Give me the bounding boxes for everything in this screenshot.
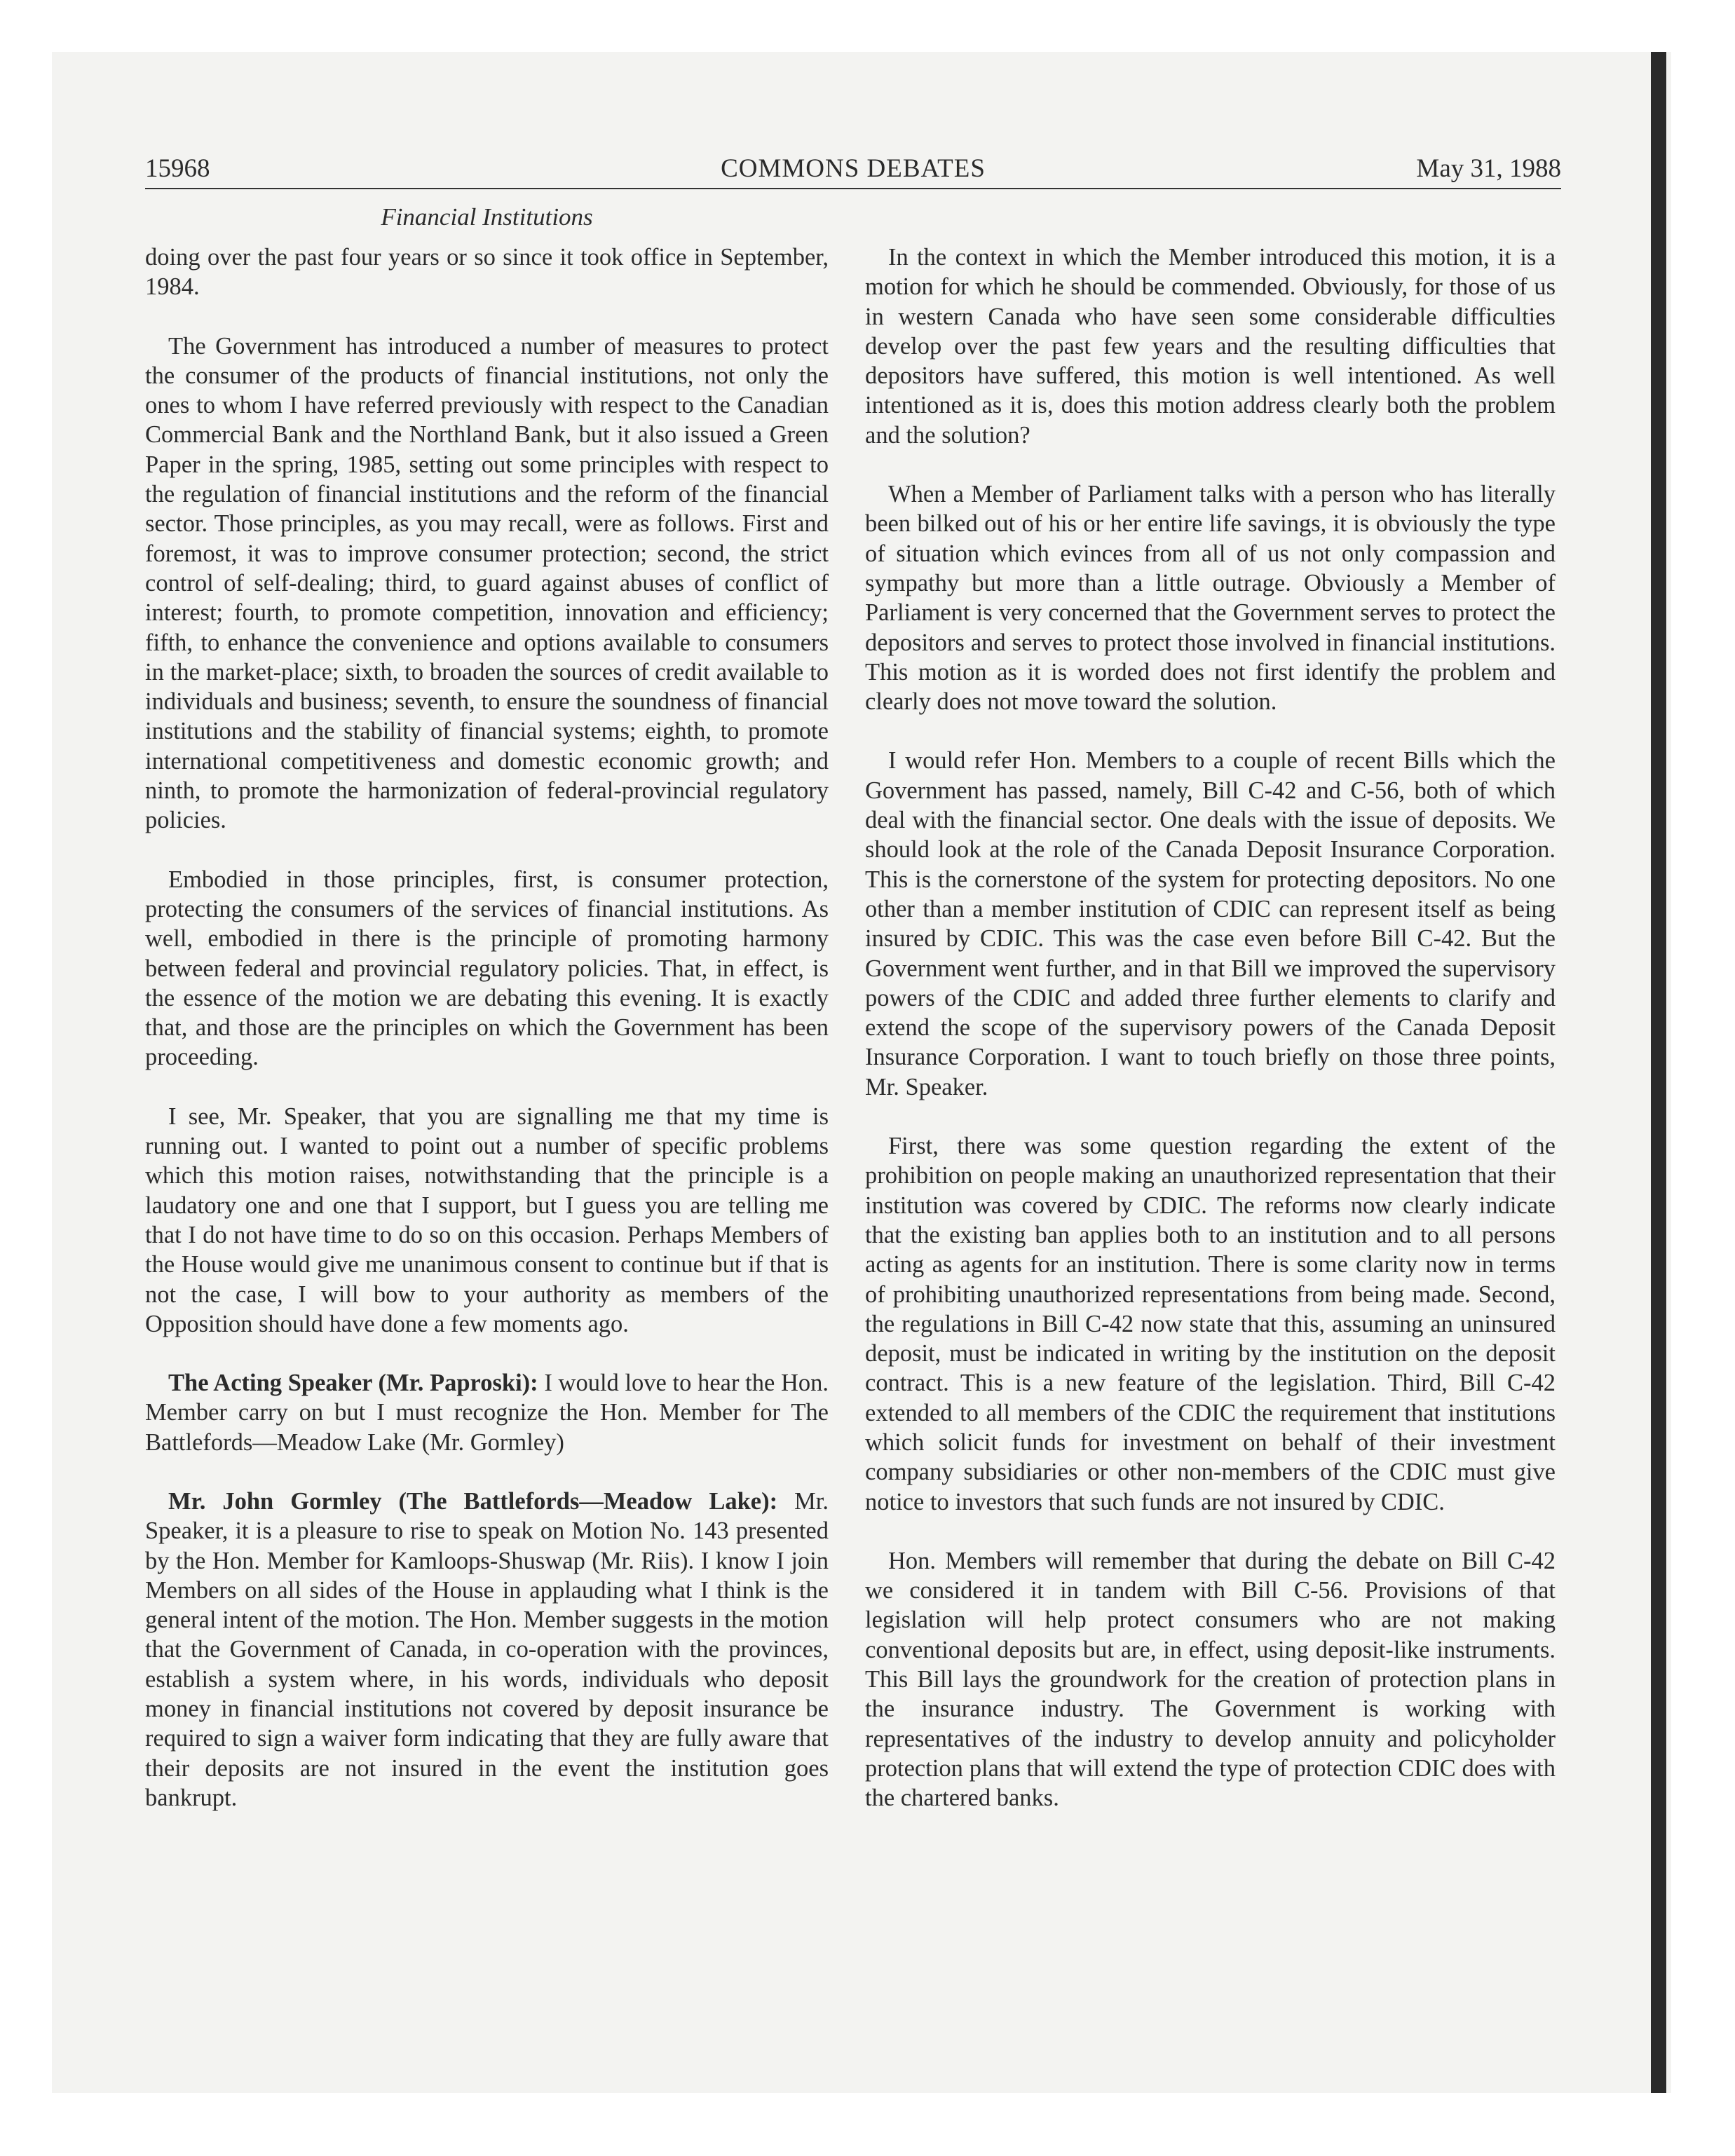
section-heading: Financial Institutions [381, 203, 593, 231]
paragraph: First, there was some question regarding the extent of the prohibition on people making an unauthorized representation that their institution was covered by CDIC. The reforms now clearly indicate that the existing ban applies both to an institution and to all persons acting as agents for an institution. There is some clarity now in terms of prohibiting unauthorized representations from being made. Second, the regulations in Bill C-42 now state that this, assuming an uninsured deposit, must be indicated in writing by the institution on the deposit contract. This is a new feature of the legislation. Third, Bill C-42 extended to all members of the CDIC the requirement that institutions which solicit funds for investment on behalf of their investment company subsidiaries or other non-members of the CDIC must give notice to investors that such funds are not insured by CDIC. [865, 1133, 1556, 1515]
paragraph: When a Member of Parliament talks with a person who has literally been bilked out of his or her entire life savings, it is obviously the type of situation which evinces from all of us not only compassion and sympathy but more than a little outrage. Obviously a Member of Parliament is very concerned that the Government serves to protect the depositors and serves to protect those involved in financial institutions. This motion as it is worded does not first identify the problem and clearly does not move toward the solution. [865, 481, 1556, 716]
speech-paragraph [145, 1487, 829, 1813]
paragraph: doing over the past four years or so since it took office in September, 1984. [145, 244, 829, 301]
page-number: 15968 [145, 154, 210, 183]
speech-text: Mr. Speaker, it is a pleasure to rise to speak on Motion No. 143 presented by the Hon. Member for Kamloops-Shuswap (Mr. Riis). I know I join Members on all sides of the House in applauding what I think is the general intent of the motion. The Hon. Member suggests in the motion that the Government of Canada, in co-operation with the provinces, establish a system where, in his words, individuals who deposit money in financial institutions not covered by deposit insurance be required to sign a waiver form indicating that they are fully aware that their deposits are not insured in the event the institution goes bankrupt. [145, 1487, 829, 1811]
speaker-name: Mr. John Gormley (The Battlefords—Meadow Lake): [168, 1487, 778, 1515]
paragraph: The Government has introduced a number of measures to protect the consumer of the products of financial institutions, not only the ones to whom I have referred previously with respect to the Canadian Commercial Bank and the Northland Bank, but it also issued a Green Paper in the spring, 1985, setting out some principles with respect to the regulation of financial institutions and the reform of the financial sector. Those principles, as you may recall, were as follows. First and foremost, it was to improve consumer protection; second, the strict control of self-dealing; third, to guard against abuses of conflict of interest; fourth, to promote competition, innovation and efficiency; fifth, to enhance the convenience and options available to consumers in the market-place; sixth, to broaden the sources of credit available to individuals and business; seventh, to ensure the soundness of financial institutions and the stability of financial systems; eighth, to promote international competitiveness and domestic economic growth; and ninth, to promote the harmonization of federal-provincial regulatory policies. [145, 332, 829, 834]
right-column [865, 243, 1556, 1843]
speech-paragraph [145, 1368, 829, 1457]
left-column [145, 243, 829, 1842]
paragraph: I would refer Hon. Members to a couple of recent Bills which the Government has passed, namely, Bill C-42 and C-56, both of which deal with the financial sector. One deals with the issue of deposits. We should look at the role of the Canada Deposit Insurance Corporation. This is the cornerstone of the system for protecting depositors. No one other than a member institution of CDIC can represent itself as being insured by CDIC. This was the case even before Bill C-42. But the Government went further, and in that Bill we improved the supervisory powers of the CDIC and added three further elements to clarify and extend the scope of the supervisory powers of the Canada Deposit Insurance Corporation. I want to touch briefly on those three points, Mr. Speaker. [865, 747, 1556, 1100]
header-rule [145, 188, 1561, 189]
paragraph: Embodied in those principles, first, is consumer protection, protecting the consumers of the services of financial institutions. As well, embodied in there is the principle of promoting harmony between federal and provincial regulatory policies. That, in effect, is the essence of the motion we are debating this evening. It is exactly that, and those are the principles on which the Government has been proceeding. [145, 866, 829, 1071]
publication-date: May 31, 1988 [1416, 154, 1561, 183]
speaker-name: The Acting Speaker (Mr. Paproski): [168, 1370, 538, 1397]
paragraph: In the context in which the Member introduced this motion, it is a motion for which he should be commended. Obviously, for those of us in western Canada who have seen some considerable difficulties develop over the past few years and the resulting difficulties that depositors have suffered, this motion is well intentioned. As well intentioned as it is, does this motion address clearly both the problem and the solution? [865, 244, 1556, 449]
page-header [145, 151, 1561, 187]
paragraph: Hon. Members will remember that during the debate on Bill C-42 we considered it in tandem with Bill C-56. Provisions of that legislation will help protect consumers who are not making conventional deposits but are, in effect, using deposit-like instruments. This Bill lays the groundwork for the creation of protection plans in the insurance industry. The Government is working with representatives of the industry to develop annuity and policyholder protection plans that will extend the type of protection CDIC does with the chartered banks. [865, 1547, 1556, 1812]
paragraph: I see, Mr. Speaker, that you are signalling me that my time is running out. I wanted to point out a number of specific problems which this motion raises, notwithstanding that the principle is a laudatory one and one that I support, but I guess you are telling me that I do not have time to do so on this occasion. Perhaps Members of the House would give me unanimous consent to continue but if that is not the case, I will bow to your authority as members of the Opposition should have done a few moments ago. [145, 1103, 829, 1337]
binding-edge [1651, 52, 1666, 2093]
publication-title: COMMONS DEBATES [721, 154, 986, 183]
speech-text: I would love to hear the Hon. Member carry on but I must recognize the Hon. Member for The Battlefords—Meadow Lake (Mr. Gormley) [145, 1370, 829, 1456]
